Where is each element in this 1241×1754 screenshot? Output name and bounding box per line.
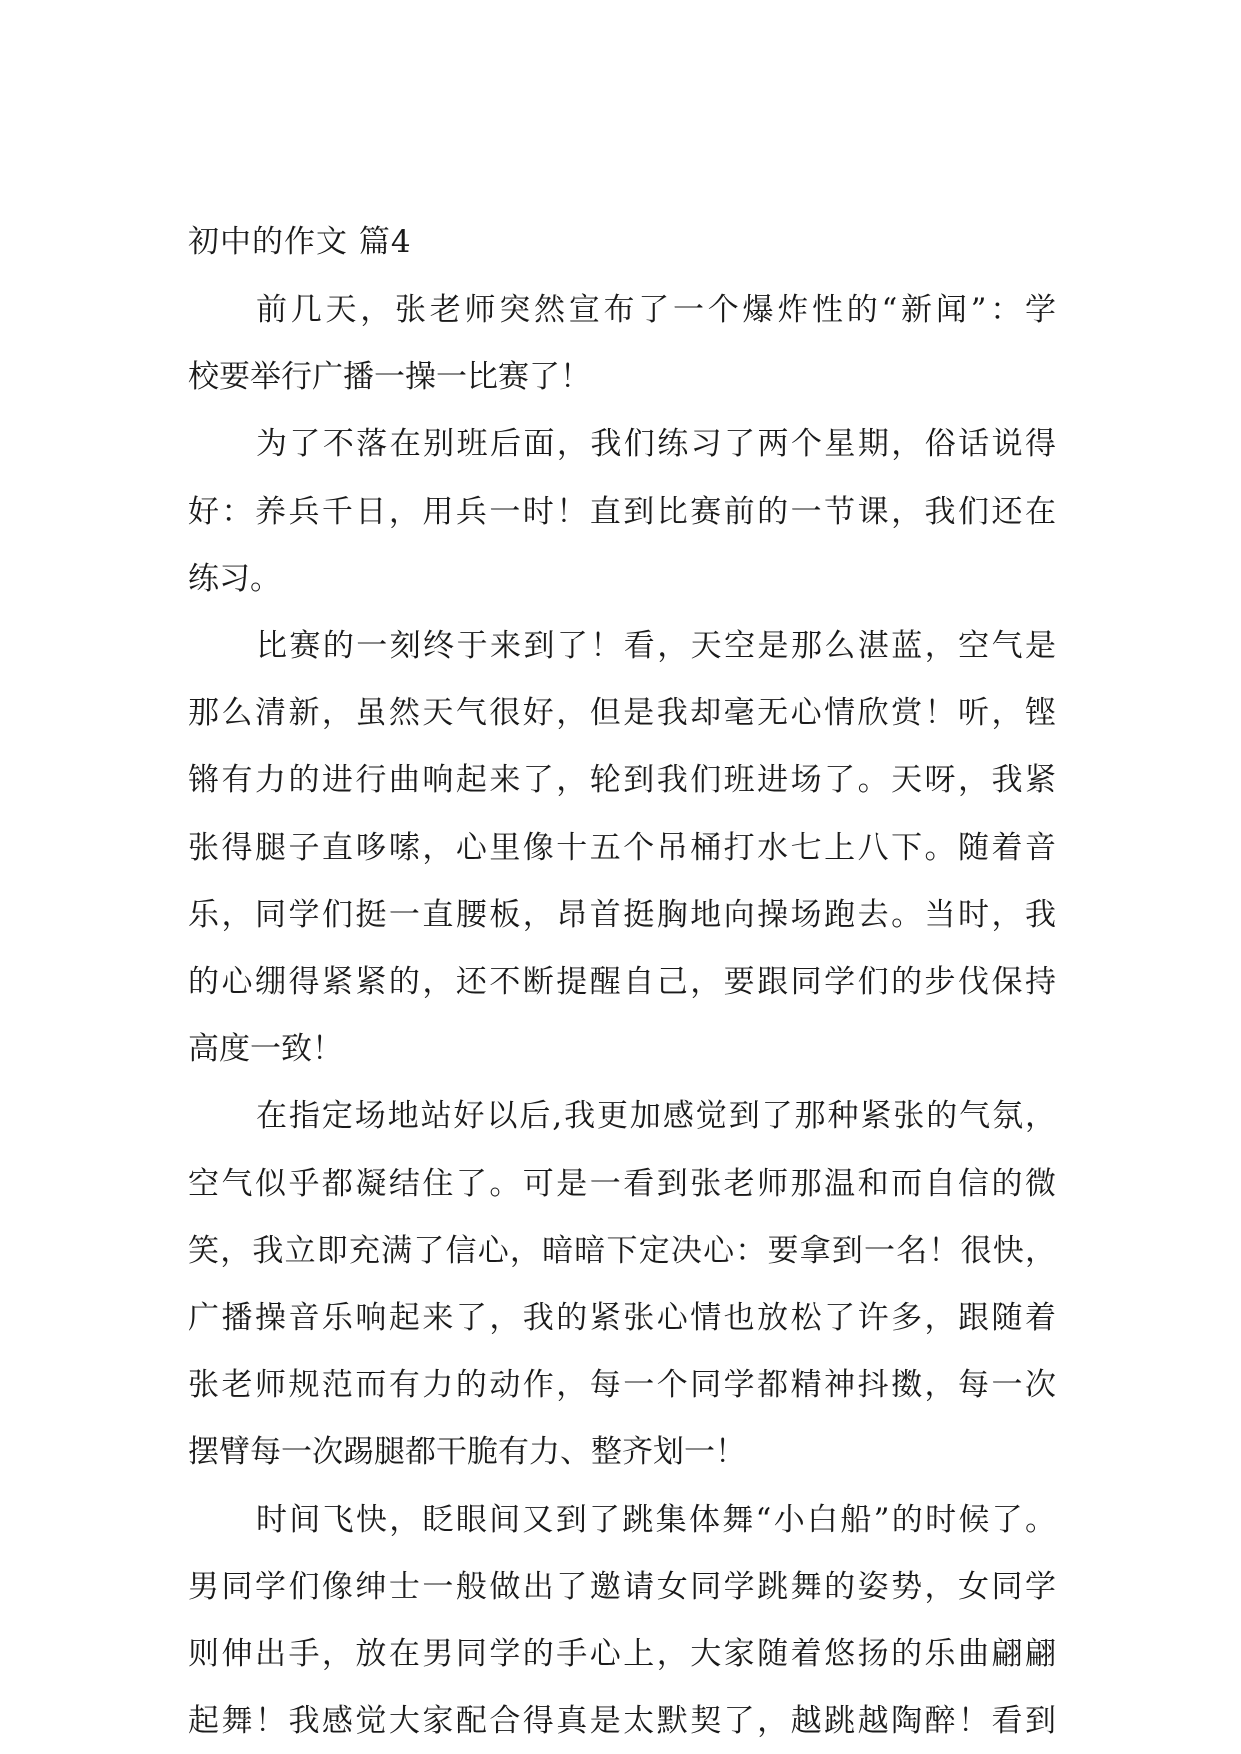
text-line: 时间飞快，眨眼间又到了跳集体舞“小白船”的时候了。	[256, 1502, 1056, 1538]
text-line: 那么清新，虽然天气很好，但是我却毫无心情欣赏！听，铿	[188, 695, 1056, 731]
text-line: 练习。	[188, 561, 281, 597]
text-line: 则伸出手，放在男同学的手心上，大家随着悠扬的乐曲翩翩	[188, 1636, 1056, 1672]
text-line: 男同学们像绅士一般做出了邀请女同学跳舞的姿势，女同学	[188, 1569, 1056, 1605]
text-line: 的心绷得紧紧的，还不断提醒自己，要跟同学们的步伐保持	[188, 964, 1056, 1000]
text-line: 起舞！我感觉大家配合得真是太默契了，越跳越陶醉！看到	[188, 1703, 1056, 1739]
text-line: 高度一致！	[188, 1031, 343, 1067]
text-line: 锵有力的进行曲响起来了，轮到我们班进场了。天呀，我紧	[188, 762, 1056, 798]
text-line: 校要举行广播一操一比赛了！	[188, 359, 591, 395]
text-line: 笑，我立即充满了信心，暗暗下定决心：要拿到一名！很快，	[188, 1233, 1056, 1269]
text-line: 前几天，张老师突然宣布了一个爆炸性的“新闻”：学	[256, 292, 1056, 328]
text-line: 乐，同学们挺一直腰板，昂首挺胸地向操场跑去。当时，我	[188, 897, 1056, 933]
text-line: 摆臂每一次踢腿都干脆有力、整齐划一！	[188, 1434, 746, 1470]
text-line: 比赛的一刻终于来到了！看，天空是那么湛蓝，空气是	[256, 628, 1056, 664]
text-line: 空气似乎都凝结住了。可是一看到张老师那温和而自信的微	[188, 1166, 1056, 1202]
text-line: 在指定场地站好以后,我更加感觉到了那种紧张的气氛，	[256, 1098, 1056, 1134]
text-line: 张老师规范而有力的动作，每一个同学都精神抖擞，每一次	[188, 1367, 1056, 1403]
text-line: 好：养兵千日，用兵一时！直到比赛前的一节课，我们还在	[188, 494, 1056, 530]
text-line: 张得腿子直哆嗦，心里像十五个吊桶打水七上八下。随着音	[188, 830, 1056, 866]
text-line: 广播操音乐响起来了，我的紧张心情也放松了许多，跟随着	[188, 1300, 1056, 1336]
text-line: 为了不落在别班后面，我们练习了两个星期，俗话说得	[256, 426, 1056, 462]
essay-heading: 初中的作文 篇4	[188, 224, 412, 260]
